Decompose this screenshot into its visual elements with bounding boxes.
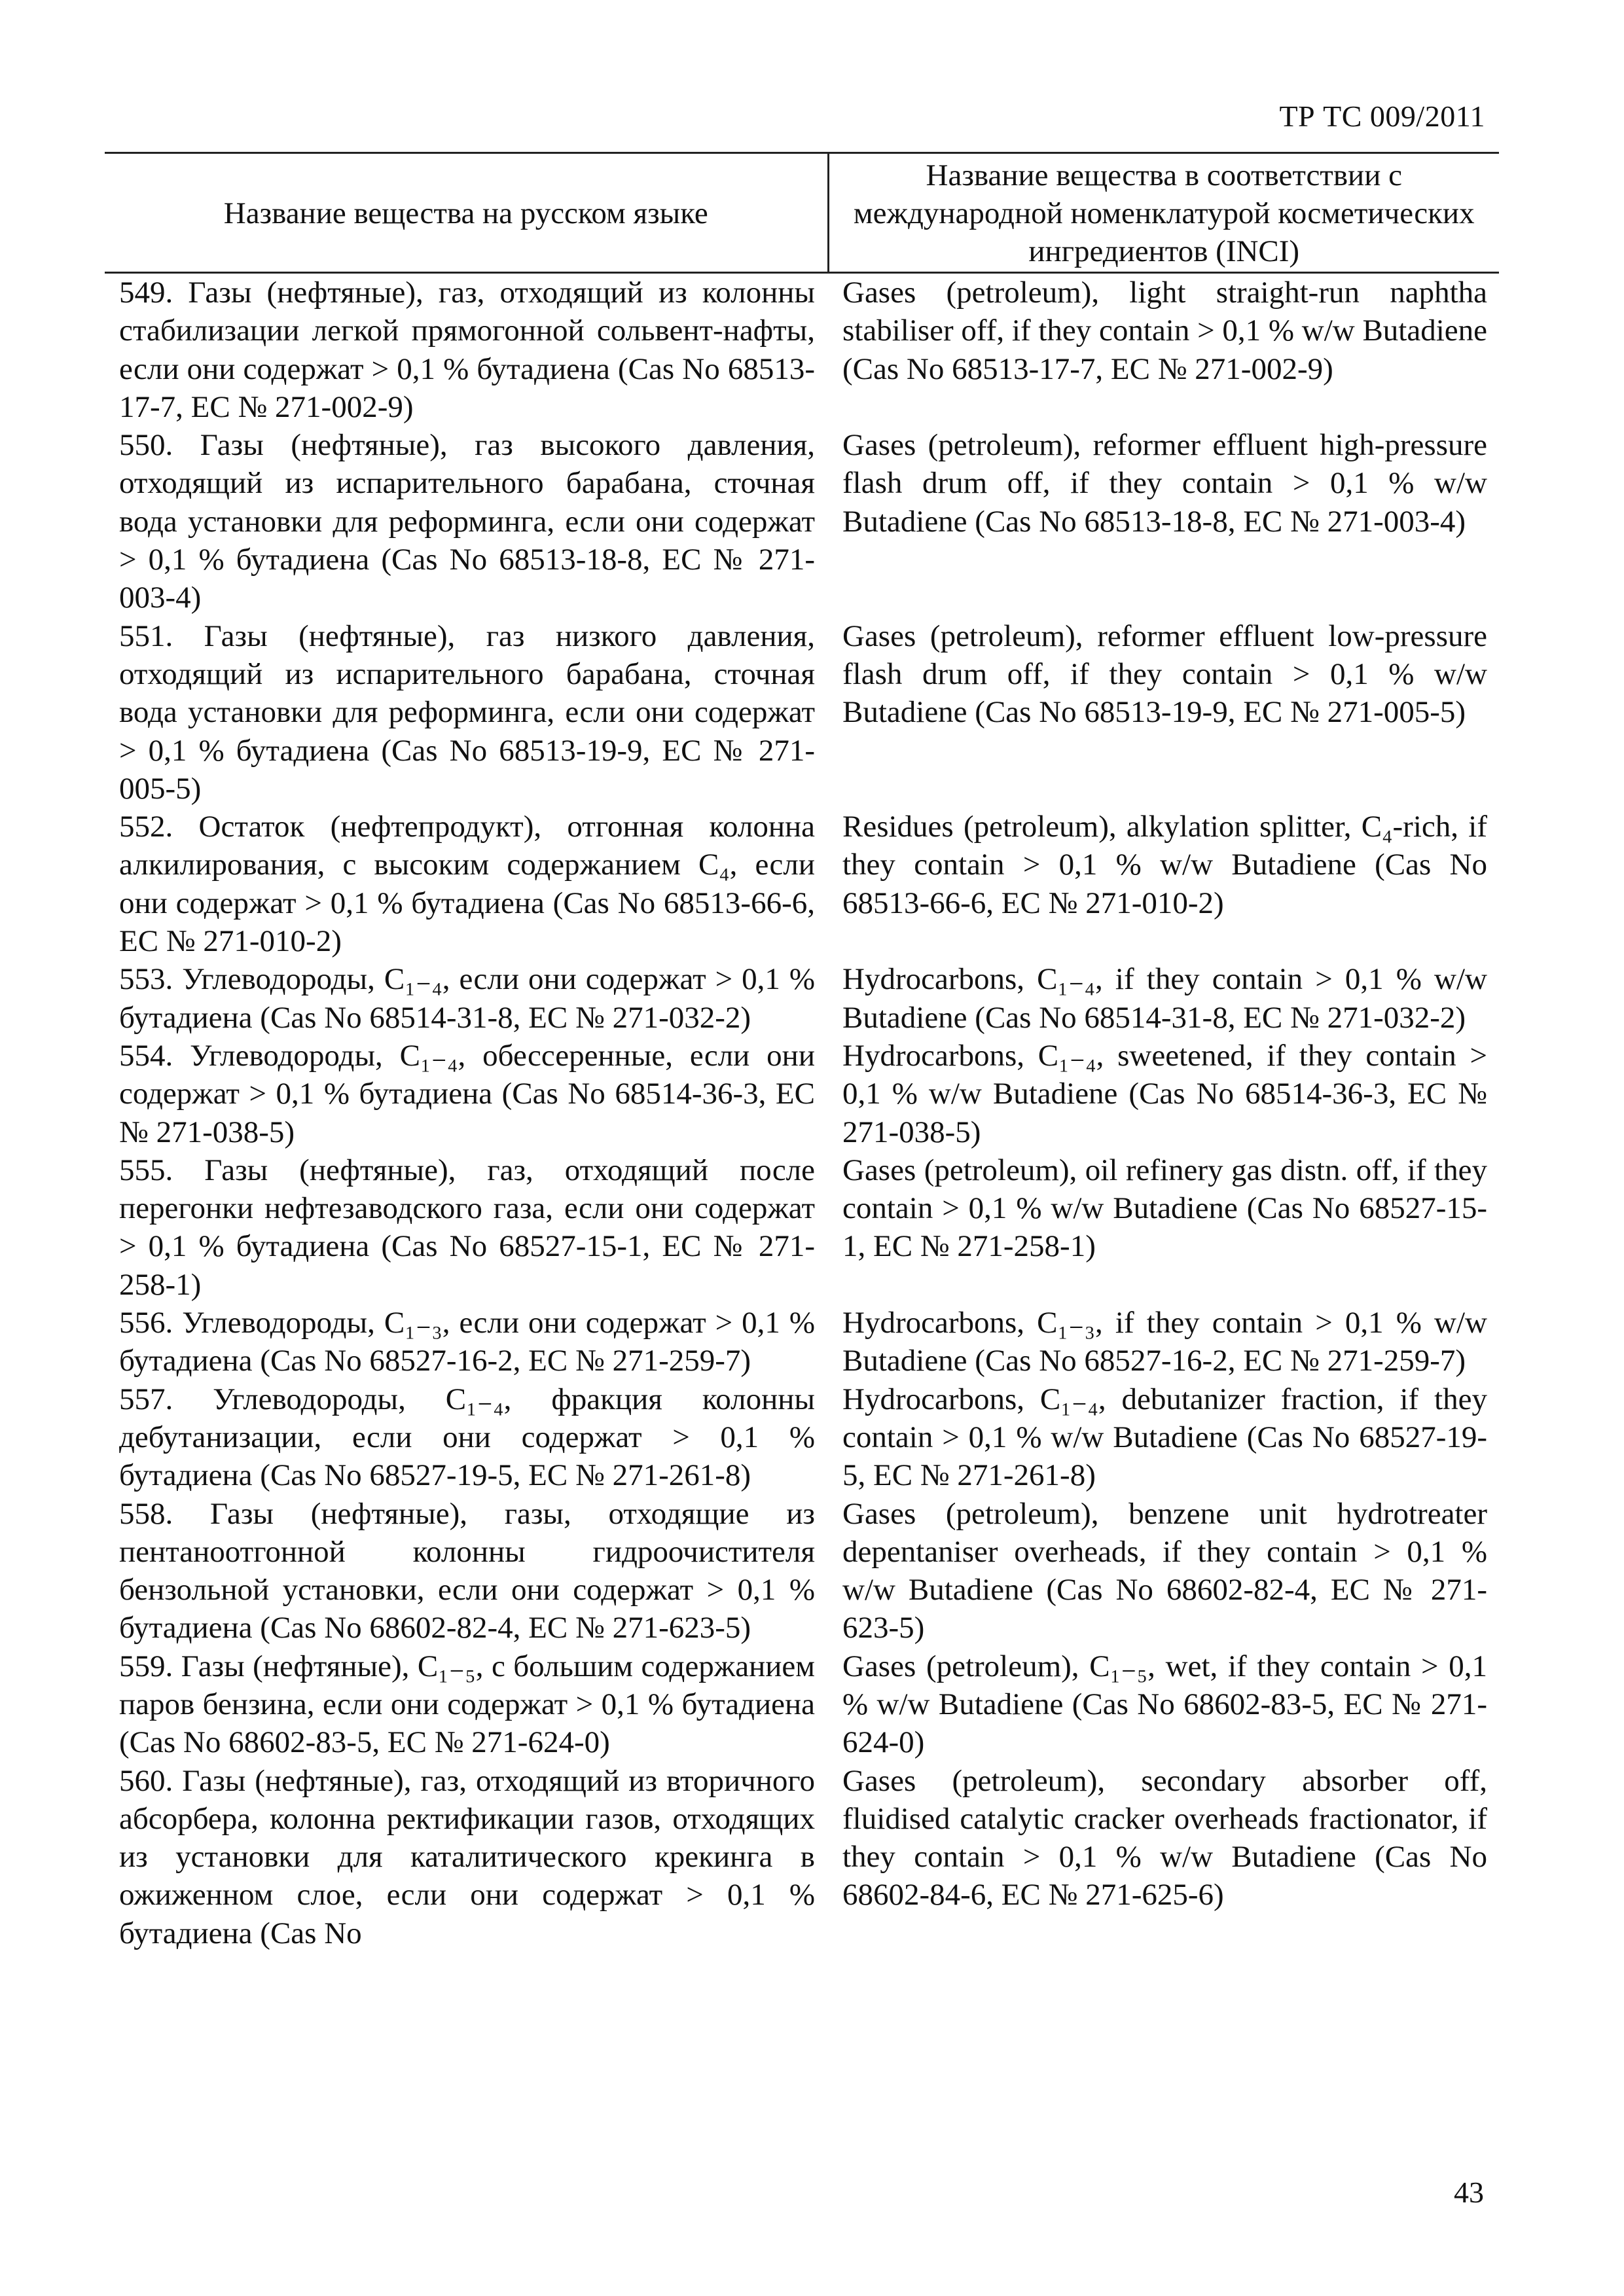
inci-substance-name: Gases (petroleum), C₁₋₅, wet, if they contain > 0,1 % w/w Butadiene (Cas No 68602-83-5, ЕС № 271-624-0) — [842, 1649, 1487, 1760]
substances-table — [105, 152, 1499, 1952]
substances-table-container — [105, 152, 1499, 1952]
russian-substance-name: 553. Углеводороды, С₁₋₄, если они содержат > 0,1 % бутадиена (Cas No 68514-31-8, ЕС № 271-032-2) — [119, 962, 815, 1035]
column-header-inci-name: Название вещества в соответствии с международной номенклатурой косметических ингредиентов (INCI) — [828, 153, 1499, 273]
russian-substance-name: 559. Газы (нефтяные), С₁₋₅, с большим содержанием паров бензина, если они содержат > 0,1 % бутадиена (Cas No 68602-83-5, ЕС № 271-624-0) — [119, 1649, 815, 1760]
table-row — [105, 1762, 1499, 1952]
inci-substance-name: Hydrocarbons, C₁₋₄, if they contain > 0,1 % w/w Butadiene (Cas No 68514-31-8, ЕС № 271-032-2) — [842, 962, 1487, 1035]
inci-substance-name: Hydrocarbons, C₁₋₄, sweetened, if they contain > 0,1 % w/w Butadiene (Cas No 68514-36-3, ЕС № 271-038-5) — [842, 1038, 1487, 1149]
russian-substance-name: 554. Углеводороды, С₁₋₄, обессеренные, если они содержат > 0,1 % бутадиена (Cas No 68514-36-3, ЕС № 271-038-5) — [119, 1038, 815, 1149]
inci-substance-name: Hydrocarbons, C₁₋₃, if they contain > 0,1 % w/w Butadiene (Cas No 68527-16-2, ЕС № 271-259-7) — [842, 1306, 1487, 1378]
table-header-row — [105, 153, 1499, 273]
russian-substance-name: 557. Углеводороды, С₁₋₄, фракция колонны дебутанизации, если они содержат > 0,1 % бутадиена (Cas No 68527-19-5, ЕС № 271-261-8) — [119, 1382, 815, 1493]
table-row — [105, 273, 1499, 427]
inci-substance-name: Residues (petroleum), alkylation splitter, C₄-rich, if they contain > 0,1 % w/w Butadiene (Cas No 68513-66-6, ЕС № 271-010-2) — [842, 810, 1487, 920]
russian-substance-name: 555. Газы (нефтяные), газ, отходящий после перегонки нефтезаводского газа, если они содержат > 0,1 % бутадиена (Cas No 68527-15-1, ЕС № 271-258-1) — [119, 1153, 815, 1302]
document-code: ТР ТС 009/2011 — [1279, 99, 1485, 133]
russian-substance-name: 551. Газы (нефтяные), газ низкого давления, отходящий из испарительного барабана, сточная вода установки для реформинга, если они содержат > 0,1 % бутадиена (Cas No 68513-19-9, ЕС № 271-005-5) — [119, 619, 815, 806]
russian-substance-name: 552. Остаток (нефтепродукт), отгонная колонна алкилирования, с высоким содержанием С₄, если они содержат > 0,1 % бутадиена (Cas No 68513-66-6, ЕС № 271-010-2) — [119, 810, 815, 959]
table-row — [105, 808, 1499, 960]
inci-substance-name: Gases (petroleum), reformer effluent low-pressure flash drum off, if they contain > 0,1 % w/w Butadiene (Cas No 68513-19-9, ЕС № 271-005-5) — [842, 619, 1487, 730]
russian-substance-name: 558. Газы (нефтяные), газы, отходящие из пентаноотгонной колонны гидроочистителя бензольной установки, если они содержат > 0,1 % бутадиена (Cas No 68602-82-4, ЕС № 271-623-5) — [119, 1496, 815, 1645]
table-row — [105, 1380, 1499, 1495]
column-header-russian-name: Название вещества на русском языке — [105, 153, 828, 273]
table-row — [105, 1151, 1499, 1304]
table-row — [105, 1495, 1499, 1647]
inci-substance-name: Hydrocarbons, C₁₋₄, debutanizer fraction, if they contain > 0,1 % w/w Butadiene (Cas No 68527-19-5, ЕС № 271-261-8) — [842, 1382, 1487, 1493]
table-row — [105, 1037, 1499, 1151]
table-body — [105, 273, 1499, 1953]
table-row — [105, 426, 1499, 617]
russian-substance-name: 560. Газы (нефтяные), газ, отходящий из вторичного абсорбера, колонна ректификации газов, отходящих из установки для каталитического крекинга в ожиженном слое, если они содержат > 0,1 % бутадиена (Cas No — [119, 1763, 815, 1950]
table-row — [105, 1647, 1499, 1762]
inci-substance-name: Gases (petroleum), oil refinery gas distn. off, if they contain > 0,1 % w/w Butadiene (Cas No 68527-15-1, ЕС № 271-258-1) — [842, 1153, 1487, 1264]
table-row — [105, 1304, 1499, 1380]
russian-substance-name: 550. Газы (нефтяные), газ высокого давления, отходящий из испарительного барабана, сточная вода установки для реформинга, если они содержат > 0,1 % бутадиена (Cas No 68513-18-8, ЕС № 271-003-4) — [119, 428, 815, 615]
inci-substance-name: Gases (petroleum), benzene unit hydrotreater depentaniser overheads, if they contain > 0,1 % w/w Butadiene (Cas No 68602-82-4, ЕС № 271-623-5) — [842, 1496, 1487, 1645]
inci-substance-name: Gases (petroleum), secondary absorber off, fluidised catalytic cracker overheads fractionator, if they contain > 0,1 % w/w Butadiene (Cas No 68602-84-6, ЕС № 271-625-6) — [842, 1763, 1487, 1912]
inci-substance-name: Gases (petroleum), light straight-run naphtha stabiliser off, if they contain > 0,1 % w/w Butadiene (Cas No 68513-17-7, ЕС № 271-002-9) — [842, 276, 1488, 386]
russian-substance-name: 556. Углеводороды, С₁₋₃, если они содержат > 0,1 % бутадиена (Cas No 68527-16-2, ЕС № 271-259-7) — [119, 1306, 815, 1378]
inci-substance-name: Gases (petroleum), reformer effluent high-pressure flash drum off, if they contain > 0,1 % w/w Butadiene (Cas No 68513-18-8, ЕС № 271-003-4) — [842, 428, 1487, 539]
table-row — [105, 617, 1499, 808]
page-number: 43 — [1454, 2176, 1484, 2209]
table-header — [105, 153, 1499, 273]
table-row — [105, 960, 1499, 1037]
russian-substance-name: 549. Газы (нефтяные), газ, отходящий из колонны стабилизации легкой прямогонной сольвент-нафты, если они содержат > 0,1 % бутадиена (Cas No 68513-17-7, ЕС № 271-002-9) — [119, 276, 815, 424]
